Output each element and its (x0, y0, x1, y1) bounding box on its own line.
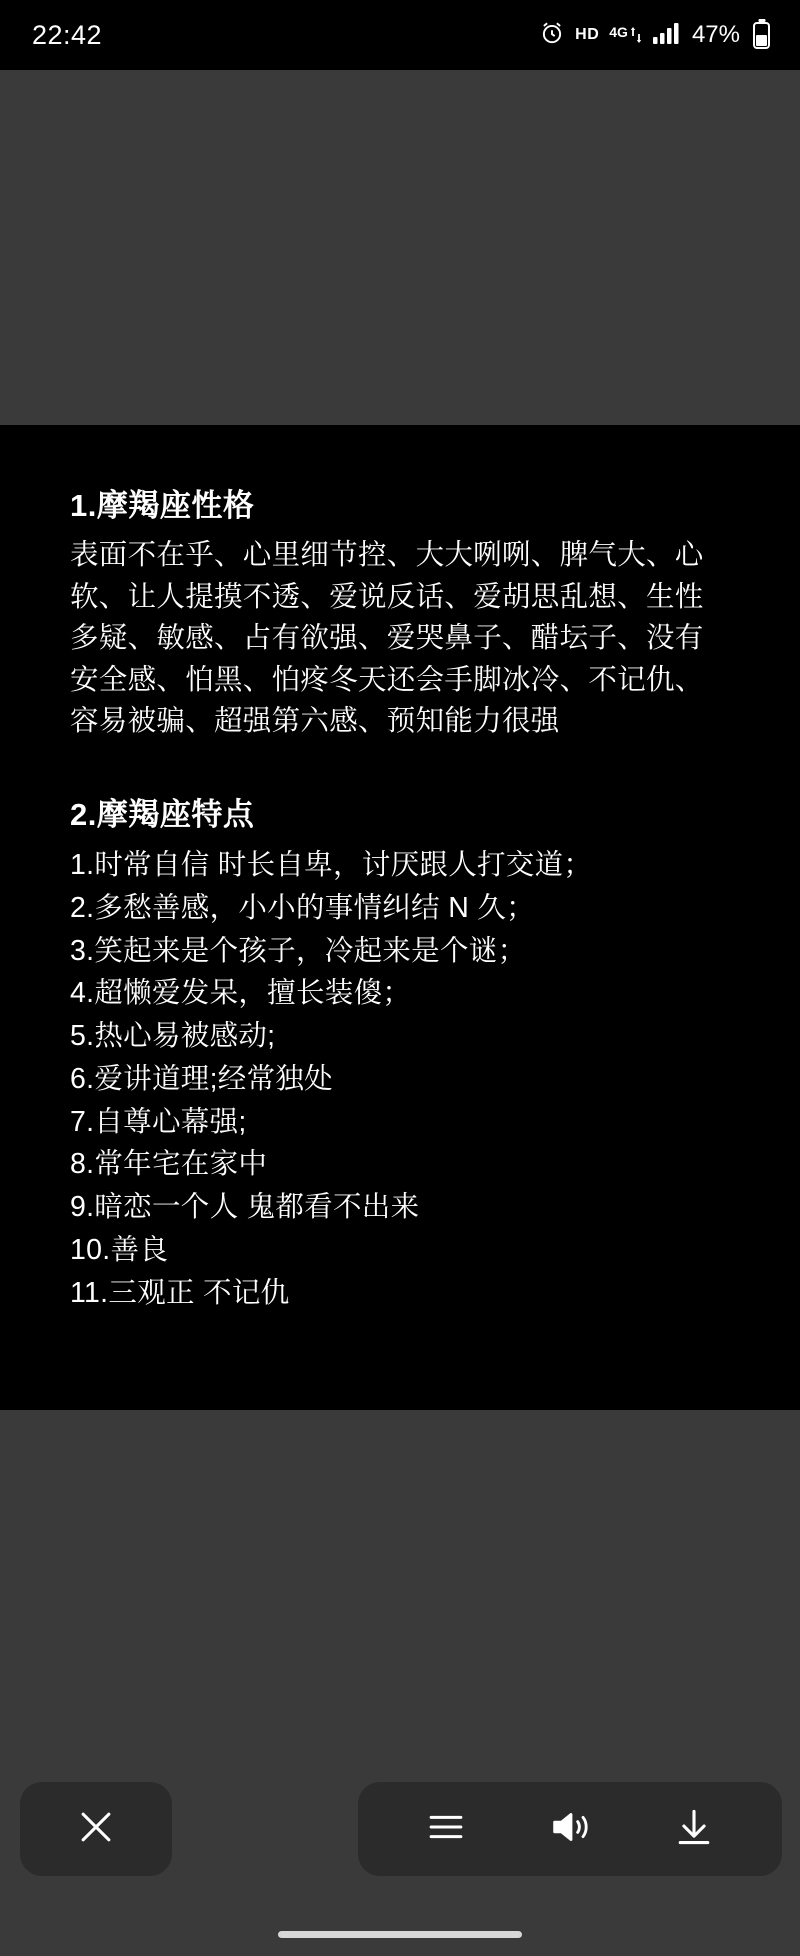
section-body-personality: 表面不在乎、心里细节控、大大咧咧、脾气大、心软、让人提摸不透、爱说反话、爱胡思乱想、生性多疑、敏感、占有欲强、爱哭鼻子、醋坛子、没有安全感、怕黑、怕疼冬天还会手脚冰冷、不记仇、容易被骗、超强第六感、预知能力很强 (70, 539, 704, 738)
section-heading-traits: 2.摩羯座特点 (70, 797, 255, 833)
list-item: 1.时常自信 时长自卑，讨厌跟人打交道； (70, 849, 593, 882)
alarm-clock-icon (539, 20, 565, 51)
list-item: 2.多愁善感，小小的事情纠结 N 久； (70, 891, 535, 924)
battery-fill (756, 35, 767, 46)
data-transfer-arrows-icon (630, 25, 642, 45)
close-button[interactable] (20, 1782, 172, 1876)
list-item: 6.爱讲道理;经常独处 (70, 1062, 333, 1095)
signal-bars-icon (652, 20, 680, 51)
list-item: 8.常年宅在家中 (70, 1148, 268, 1181)
list-item: 11.三观正 不记仇 (70, 1276, 290, 1309)
article-content (0, 425, 800, 1410)
section-heading-personality: 1.摩羯座性格 (70, 488, 255, 523)
list-item: 4.超懒爱发呆，擅长装傻； (70, 977, 412, 1010)
page-gap-top (0, 70, 800, 425)
list-item: 7.自尊心幕强; (70, 1105, 247, 1138)
speaker-volume-icon (547, 1804, 593, 1855)
battery-icon (753, 22, 770, 49)
close-icon (74, 1805, 118, 1854)
download-button[interactable] (651, 1786, 737, 1872)
home-indicator[interactable] (278, 1931, 522, 1938)
network-type-icon (609, 25, 642, 45)
speaker-button[interactable] (527, 1786, 613, 1872)
status-time: 22:42 (32, 19, 103, 50)
list-item: 3.笑起来是个孩子，冷起来是个谜； (70, 934, 527, 967)
network-generation-label: 4G (609, 24, 628, 40)
status-icons (539, 20, 770, 51)
hd-icon: HD (575, 26, 600, 43)
list-item: 10.善良 (70, 1233, 169, 1266)
section-traits (70, 789, 730, 1314)
tools-toolbar (358, 1782, 782, 1876)
battery-percent-label: 47% (691, 21, 740, 48)
traits-list (70, 844, 730, 1314)
status-bar (0, 0, 800, 70)
download-icon (672, 1805, 716, 1854)
list-menu-icon (425, 1806, 467, 1853)
list-item: 9.暗恋一个人 鬼都看不出来 (70, 1191, 420, 1224)
menu-button[interactable] (403, 1786, 489, 1872)
section-personality (70, 480, 730, 743)
list-item: 5.热心易被感动; (70, 1020, 276, 1053)
